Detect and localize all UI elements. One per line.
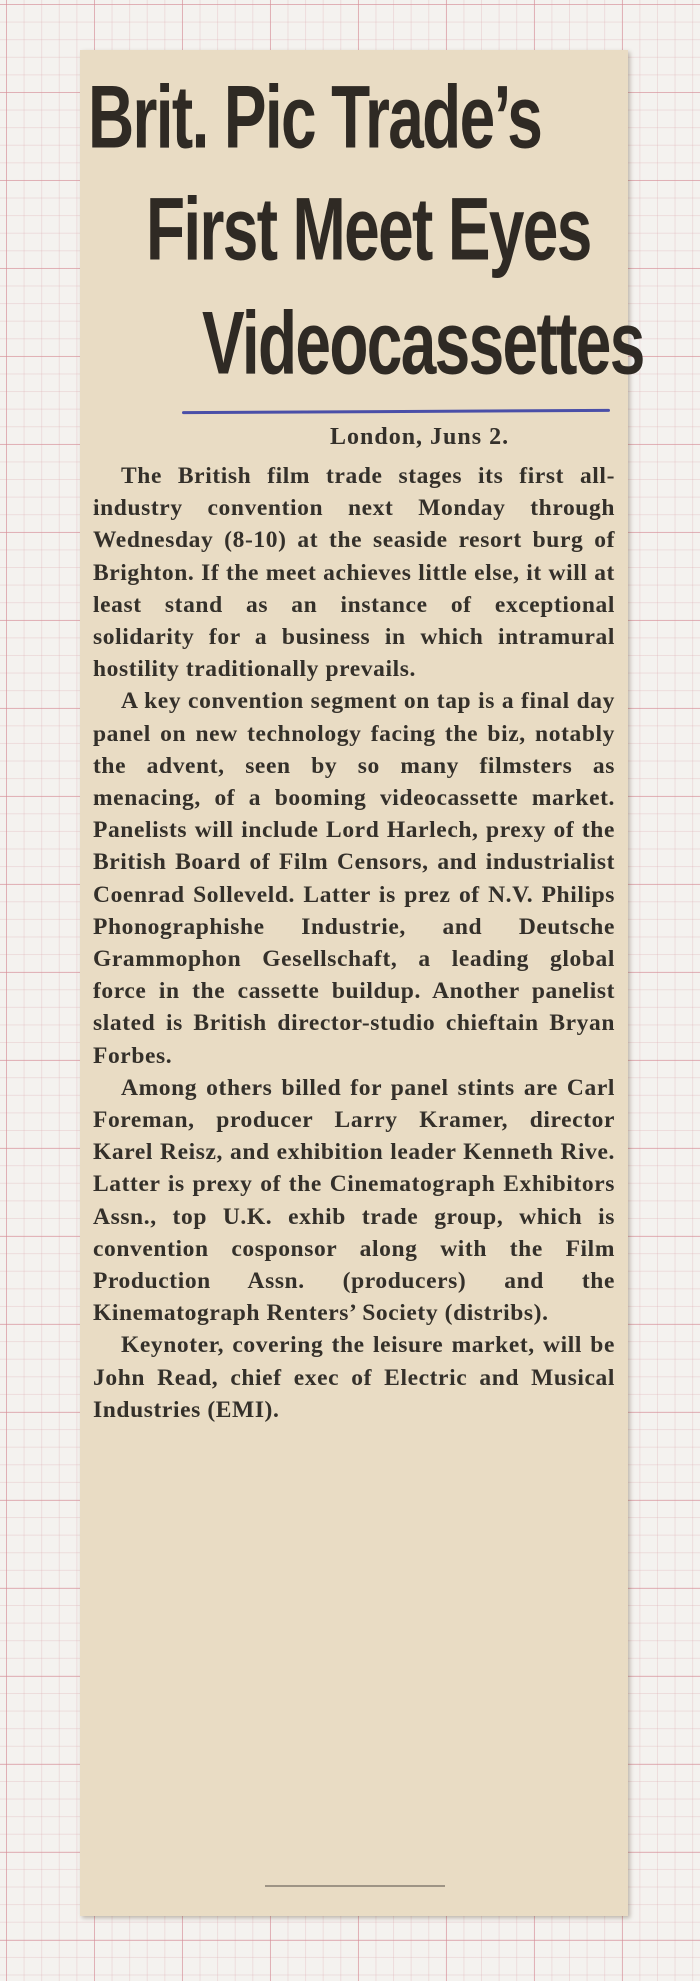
ink-underline [182, 409, 610, 414]
headline-line-2: First Meet Eyes [146, 178, 591, 279]
article-body [93, 460, 615, 1426]
paragraph-4: Keynoter, covering the leisure market, will be John Read, chief exec of Electric and Musical Industries (EMI). [93, 1332, 615, 1423]
ink-mark [265, 1885, 445, 1887]
paragraph-3: Among others billed for panel stints are Carl Foreman, producer Larry Kramer, director Karel Reisz, and exhibition leader Kenneth Rive. Latter is prexy of the Cinematograph Exhibitors Assn., top U.K. exhib trade group, which is convention cosponsor along with the Film Production Assn. (producers) and the Kinematograph Renters’ Society (distribs). [93, 1074, 615, 1327]
paragraph-1: The British film trade stages its first all-industry convention next Monday through Wednesday (8-10) at the seaside resort burg of Brighton. If the meet achieves little else, it will at least stand as an instance of exceptional solidarity for a business in which intramural hostility traditionally prevails. [93, 463, 615, 683]
paragraph-2: A key convention segment on tap is a final day panel on new technology facing the biz, notably the advent, seen by so many filmsters as menacing, of a booming videocassette market. Panelists will include Lord Harlech, prexy of the British Board of Film Censors, and industrialist Coenrad Solleveld. Latter is prez of N.V. Philips Phonographishe Industrie, and Deutsche Grammophon Gesellschaft, a leading global force in the cassette buildup. Another panelist slated is British director-studio chieftain Bryan Forbes. [93, 688, 615, 1069]
headline-line-1: Brit. Pic Trade’s [88, 66, 542, 167]
headline-line-3: Videocassettes [202, 292, 644, 393]
newspaper-clipping [80, 50, 644, 1916]
dateline: London, Juns 2. [330, 424, 510, 450]
